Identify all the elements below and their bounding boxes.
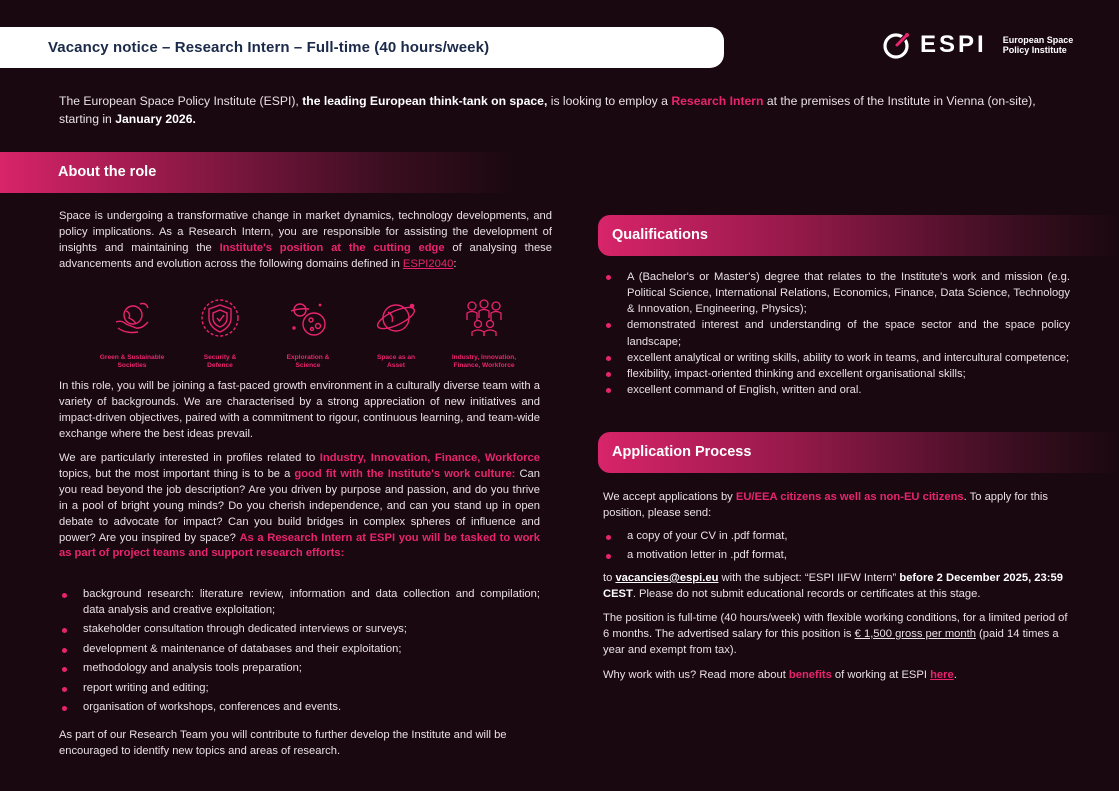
logo-sub-line2: Policy Institute — [1002, 45, 1067, 55]
qualifications-list — [603, 269, 1070, 398]
shield-icon — [198, 296, 242, 340]
application-paragraph-4 — [603, 668, 1073, 684]
planets-icon — [286, 296, 330, 340]
espi-logo[interactable] — [882, 28, 1112, 62]
about-text: Space is undergoing a transformative change in market dynamics, technology developments, and policy implications. As a Research Intern, you are responsible for assisting the development of insights and maintaining the — [59, 210, 552, 254]
domain-icons — [88, 296, 528, 376]
domain-label: Green & Sustainable — [99, 354, 165, 361]
domain-label: Defence — [207, 361, 233, 369]
intro-text: is looking to employ a — [547, 94, 672, 108]
application-highlight: EU/EEA citizens as well as non-EU citizens — [735, 491, 964, 503]
list-item: methodology and analysis tools preparation; — [59, 661, 540, 677]
application-text: The position is full-time (40 hours/week) with flexible working conditions, for a limited period of 6 months. The advertised salary for this position is — [603, 612, 1068, 640]
about-highlight: As a Research Intern at ESPI you will be tasked to work as part of project teams and support research efforts: — [59, 531, 540, 560]
application-text: Why work with us? Read more about — [603, 669, 789, 681]
application-text: . — [953, 669, 957, 681]
about-text: : — [453, 257, 457, 270]
domain-label: Societies — [117, 361, 147, 369]
about-text: topics, but the most important thing is to be a — [59, 467, 295, 480]
hands-globe-icon — [110, 296, 154, 340]
application-text: of working at ESPI — [831, 669, 931, 681]
domain-space-asset — [352, 296, 440, 376]
list-item: background research: literature review, information and data collection and compilation; data analysis and creative exploitation; — [59, 587, 540, 619]
domain-label: Space as an — [376, 354, 416, 361]
about-paragraph-3 — [59, 451, 540, 562]
email-link[interactable]: vacancies@espi.eu — [615, 572, 719, 584]
salary-value: € 1,500 gross per month — [854, 627, 976, 640]
list-item: organisation of workshops, conferences and events. — [59, 700, 540, 716]
list-item: excellent command of English, written and oral. — [603, 382, 1070, 398]
application-text: We accept applications by — [603, 491, 736, 503]
domain-exploration — [264, 296, 352, 376]
intro-paragraph — [59, 92, 1071, 129]
logo-wordmark: ESPI — [920, 30, 987, 58]
application-paragraph-2 — [603, 571, 1073, 603]
page-title: Vacancy notice – Research Intern – Full-time (40 hours/week) — [48, 38, 490, 56]
here-link[interactable]: here — [930, 669, 954, 681]
section-header-about — [0, 152, 515, 193]
list-item: demonstrated interest and understanding of the space sector and the space policy landscape; — [603, 317, 1070, 349]
application-text: (paid 14 times a year and exempt from tax). — [603, 627, 1059, 656]
about-paragraph-2: In this role, you will be joining a fast-paced growth environment in a culturally diverse team with a variety of backgrounds. We are characterised by a strong appreciation of new initiatives and impact-driven objectives, paired with a commitment to rigour, continuous learning, and team-wide exchange where the best ideas prevail. — [59, 380, 540, 440]
domain-label: Exploration & — [286, 354, 330, 361]
about-paragraph-4: As part of our Research Team you will contribute to further develop the Institute and will be encouraged to identify new topics and areas of research. — [59, 729, 507, 757]
title-bar — [0, 27, 724, 68]
domain-label: Industry, Innovation, — [451, 354, 517, 361]
application-text: . To apply for this position, please send: — [603, 491, 1049, 519]
application-text: with the subject: “ESPI IIFW Intern” — [718, 572, 900, 584]
logo-subtitle — [1003, 35, 1074, 56]
section-header-application — [598, 432, 1119, 473]
about-text: of analysing these advancements and evolution across the following domains defined in — [59, 241, 552, 270]
list-item: flexibility, impact-oriented thinking and excellent organisational skills; — [603, 366, 1070, 382]
section-title: Qualifications — [612, 227, 708, 244]
domain-green — [88, 296, 176, 376]
domain-security — [176, 296, 264, 376]
domain-industry — [440, 296, 528, 376]
about-paragraph-1 — [59, 209, 552, 273]
about-highlight: good fit with the Institute's work culture: — [294, 467, 516, 480]
list-item: excellent analytical or writing skills, ability to work in teams, and intercultural competence; — [603, 350, 1070, 366]
people-icon — [462, 296, 506, 340]
about-highlight: Institute's position at the cutting edge — [219, 241, 445, 254]
intro-bold: the leading European think-tank on space, — [302, 94, 548, 108]
intro-text: at the premises of the Institute in Vienna (on-site), starting in — [59, 94, 1036, 127]
about-text: Can you read beyond the job description? Are you driven by purpose and passion, and do you thrive in a pool of bright young minds? Do you cherish independence, and can you stand up in open debate to advocate for impact? Can you build bridges in complex spheres of influence and power? Are you inspired by space? — [59, 467, 541, 544]
benefits-link[interactable]: benefits — [788, 669, 832, 681]
documents-list — [603, 529, 1070, 567]
list-item: report writing and editing; — [59, 681, 540, 697]
espi2040-link[interactable]: ESPI2040 — [402, 257, 454, 270]
application-paragraph-1 — [603, 490, 1073, 522]
section-title: Application Process — [612, 444, 752, 461]
list-item: stakeholder consultation through dedicated interviews or surveys; — [59, 622, 540, 638]
about-highlight: Industry, Innovation, Finance, Workforce — [319, 452, 541, 464]
domain-label: Security & — [203, 354, 237, 361]
list-item: a copy of your CV in .pdf format, — [603, 529, 1070, 545]
task-list — [59, 587, 540, 719]
intro-text: The European Space Policy Institute (ESPI), — [59, 94, 303, 108]
application-text: to — [603, 572, 616, 584]
section-header-qualifications — [598, 215, 1119, 256]
domain-label: Asset — [387, 361, 405, 369]
section-title: About the role — [58, 164, 157, 181]
domain-label: Finance, Workforce — [453, 361, 515, 369]
list-item: development & maintenance of databases and their exploitation; — [59, 642, 540, 658]
application-paragraph-3 — [603, 611, 1073, 659]
intro-highlight: Research Intern — [671, 94, 764, 108]
list-item: A (Bachelor's or Master's) degree that relates to the Institute's work and mission (e.g. Political Science, International Relations, Economics, Finance, Data Science, Technology & Innovation, Engineering, Physics); — [603, 269, 1070, 317]
espi-logo-icon — [882, 30, 912, 60]
intro-start-date: January 2026. — [115, 112, 196, 127]
orbit-planet-icon — [374, 296, 418, 340]
domain-label: Science — [295, 361, 321, 369]
about-text: We are particularly interested in profiles related to — [59, 452, 320, 464]
list-item: a motivation letter in .pdf format, — [603, 548, 1070, 564]
logo-sub-line1: European Space — [1002, 34, 1074, 45]
application-deadline: before 2 December 2025, 23:59 CEST — [603, 572, 1063, 600]
application-text: . Please do not submit educational records or certificates at this stage. — [632, 587, 981, 600]
